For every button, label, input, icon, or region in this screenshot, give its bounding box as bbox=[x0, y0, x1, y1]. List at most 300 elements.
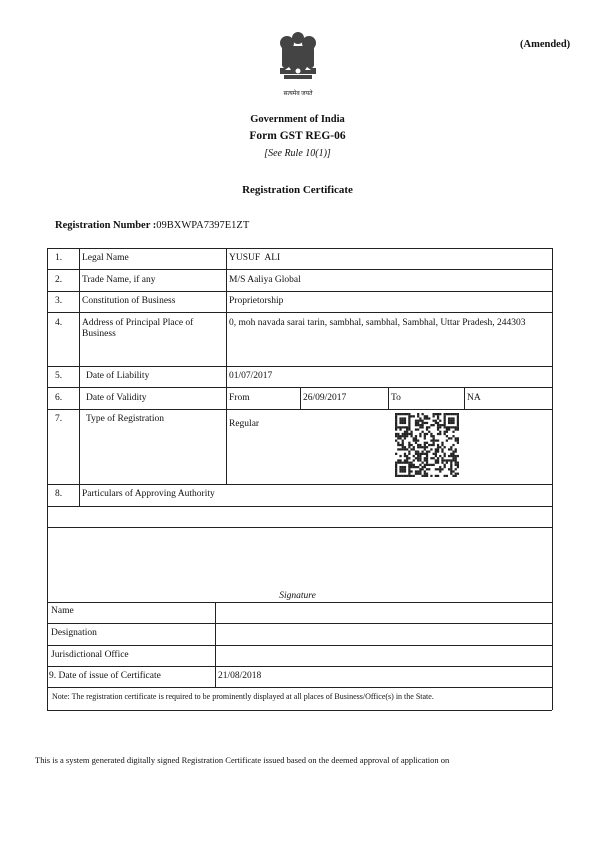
qr-module bbox=[455, 437, 457, 439]
qr-module bbox=[457, 464, 459, 466]
qr-module bbox=[424, 459, 426, 461]
qr-module bbox=[419, 470, 421, 472]
qr-module bbox=[426, 455, 428, 457]
qr-module bbox=[455, 459, 457, 461]
qr-module bbox=[448, 422, 450, 424]
qr-module bbox=[457, 439, 459, 441]
qr-module bbox=[424, 442, 426, 444]
qr-module bbox=[433, 457, 435, 459]
qr-module bbox=[437, 426, 439, 428]
qr-module bbox=[424, 453, 426, 455]
signature-label: Signature bbox=[279, 591, 316, 601]
row-4-number: 4. bbox=[55, 318, 63, 328]
address-value: 0, moh navada sarai tarin, sambhal, sambhal, Sambhal, Uttar Pradesh, 244303 bbox=[229, 318, 526, 328]
qr-module bbox=[415, 442, 417, 444]
qr-module bbox=[397, 448, 399, 450]
qr-module bbox=[430, 424, 432, 426]
qr-module bbox=[413, 475, 415, 477]
qr-module bbox=[435, 459, 437, 461]
qr-module bbox=[437, 457, 439, 459]
national-emblem-icon bbox=[272, 28, 324, 98]
qr-module bbox=[452, 422, 454, 424]
qr-module bbox=[457, 417, 459, 419]
qr-module bbox=[426, 417, 428, 419]
qr-module bbox=[450, 464, 452, 466]
qr-module bbox=[457, 455, 459, 457]
qr-module bbox=[446, 462, 448, 464]
qr-module bbox=[426, 468, 428, 470]
qr-module bbox=[415, 428, 417, 430]
qr-module bbox=[446, 475, 448, 477]
qr-module bbox=[410, 431, 412, 433]
qr-module bbox=[437, 428, 439, 430]
qr-module bbox=[415, 437, 417, 439]
qr-module bbox=[450, 446, 452, 448]
qr-module bbox=[437, 468, 439, 470]
qr-module bbox=[395, 422, 397, 424]
qr-module bbox=[404, 462, 406, 464]
qr-module bbox=[410, 415, 412, 417]
qr-module bbox=[424, 415, 426, 417]
qr-module bbox=[452, 475, 454, 477]
qr-module bbox=[406, 433, 408, 435]
qr-module bbox=[402, 446, 404, 448]
qr-module bbox=[457, 422, 459, 424]
qr-module bbox=[408, 475, 410, 477]
qr-module bbox=[408, 468, 410, 470]
qr-module bbox=[457, 442, 459, 444]
qr-module bbox=[419, 417, 421, 419]
qr-module bbox=[433, 464, 435, 466]
qr-module bbox=[413, 437, 415, 439]
qr-module bbox=[430, 457, 432, 459]
qr-module bbox=[402, 439, 404, 441]
qr-module bbox=[448, 459, 450, 461]
qr-module bbox=[402, 466, 404, 468]
qr-module bbox=[408, 470, 410, 472]
qr-module bbox=[402, 462, 404, 464]
qr-module bbox=[408, 415, 410, 417]
qr-module bbox=[399, 428, 401, 430]
qr-module bbox=[455, 439, 457, 441]
qr-module bbox=[397, 459, 399, 461]
qr-module bbox=[415, 473, 417, 475]
qr-module bbox=[399, 470, 401, 472]
qr-module bbox=[421, 426, 423, 428]
qr-module bbox=[441, 451, 443, 453]
registration-number-value: 09BXWPA7397E1ZT bbox=[156, 220, 250, 231]
qr-module bbox=[406, 413, 408, 415]
qr-module bbox=[457, 426, 459, 428]
qr-module bbox=[397, 433, 399, 435]
qr-module bbox=[450, 422, 452, 424]
qr-module bbox=[424, 473, 426, 475]
qr-module bbox=[428, 444, 430, 446]
qr-module bbox=[402, 417, 404, 419]
qr-module bbox=[395, 462, 397, 464]
qr-module bbox=[410, 444, 412, 446]
qr-module bbox=[406, 457, 408, 459]
qr-module bbox=[395, 470, 397, 472]
qr-module bbox=[402, 413, 404, 415]
qr-module bbox=[448, 437, 450, 439]
constitution-value: Proprietorship bbox=[229, 296, 284, 306]
qr-module bbox=[395, 420, 397, 422]
qr-module bbox=[437, 444, 439, 446]
qr-module bbox=[437, 424, 439, 426]
qr-module bbox=[417, 451, 419, 453]
qr-module bbox=[421, 446, 423, 448]
qr-module bbox=[415, 451, 417, 453]
qr-module bbox=[444, 459, 446, 461]
qr-module bbox=[417, 428, 419, 430]
qr-module bbox=[444, 413, 446, 415]
qr-module bbox=[435, 413, 437, 415]
row-3-number: 3. bbox=[55, 296, 63, 306]
qr-module bbox=[446, 428, 448, 430]
display-note: Note: The registration certificate is required to be prominently displayed at all places of Business/Office(s) in the State. bbox=[52, 692, 434, 701]
qr-module bbox=[395, 464, 397, 466]
validity-from-value: 26/09/2017 bbox=[303, 393, 347, 403]
qr-module bbox=[406, 431, 408, 433]
qr-module bbox=[437, 462, 439, 464]
qr-module bbox=[419, 455, 421, 457]
qr-module bbox=[413, 415, 415, 417]
qr-module bbox=[395, 433, 397, 435]
jurisdictional-office-label: Jurisdictional Office bbox=[51, 650, 129, 660]
qr-module bbox=[439, 413, 441, 415]
qr-module bbox=[408, 442, 410, 444]
qr-module bbox=[433, 444, 435, 446]
qr-module bbox=[399, 475, 401, 477]
qr-module bbox=[450, 470, 452, 472]
qr-module bbox=[444, 424, 446, 426]
qr-module bbox=[433, 415, 435, 417]
qr-module bbox=[446, 426, 448, 428]
qr-module bbox=[441, 424, 443, 426]
qr-module bbox=[441, 457, 443, 459]
qr-module bbox=[402, 468, 404, 470]
qr-module bbox=[408, 453, 410, 455]
qr-code-icon bbox=[395, 413, 459, 477]
qr-module bbox=[399, 422, 401, 424]
qr-module bbox=[415, 422, 417, 424]
qr-module bbox=[439, 433, 441, 435]
qr-module bbox=[408, 417, 410, 419]
qr-module bbox=[424, 475, 426, 477]
qr-module bbox=[404, 446, 406, 448]
qr-module bbox=[424, 470, 426, 472]
qr-module bbox=[406, 462, 408, 464]
qr-module bbox=[450, 417, 452, 419]
qr-module bbox=[424, 433, 426, 435]
qr-module bbox=[415, 466, 417, 468]
qr-module bbox=[413, 464, 415, 466]
qr-module bbox=[457, 424, 459, 426]
qr-module bbox=[444, 422, 446, 424]
qr-module bbox=[426, 475, 428, 477]
qr-module bbox=[437, 446, 439, 448]
qr-module bbox=[450, 453, 452, 455]
qr-module bbox=[426, 426, 428, 428]
qr-module bbox=[421, 468, 423, 470]
qr-module bbox=[408, 466, 410, 468]
qr-module bbox=[426, 462, 428, 464]
qr-module bbox=[439, 446, 441, 448]
qr-module bbox=[435, 453, 437, 455]
qr-module bbox=[433, 442, 435, 444]
qr-module bbox=[413, 446, 415, 448]
qr-module bbox=[419, 464, 421, 466]
qr-module bbox=[424, 437, 426, 439]
qr-module bbox=[444, 433, 446, 435]
qr-module bbox=[408, 446, 410, 448]
qr-module bbox=[406, 448, 408, 450]
qr-module bbox=[457, 420, 459, 422]
qr-module bbox=[417, 473, 419, 475]
qr-module bbox=[419, 424, 421, 426]
qr-module bbox=[421, 451, 423, 453]
qr-module bbox=[395, 417, 397, 419]
qr-module bbox=[402, 448, 404, 450]
qr-module bbox=[452, 451, 454, 453]
qr-module bbox=[419, 453, 421, 455]
qr-module bbox=[455, 428, 457, 430]
qr-module bbox=[410, 475, 412, 477]
qr-module bbox=[450, 413, 452, 415]
qr-module bbox=[395, 453, 397, 455]
qr-module bbox=[441, 442, 443, 444]
qr-module bbox=[399, 448, 401, 450]
qr-module bbox=[421, 420, 423, 422]
qr-module bbox=[457, 462, 459, 464]
amended-label: (Amended) bbox=[520, 39, 571, 50]
qr-module bbox=[452, 435, 454, 437]
qr-module bbox=[397, 435, 399, 437]
qr-module bbox=[399, 420, 401, 422]
qr-module bbox=[448, 428, 450, 430]
qr-module bbox=[452, 457, 454, 459]
qr-module bbox=[419, 473, 421, 475]
qr-module bbox=[450, 448, 452, 450]
qr-module bbox=[408, 462, 410, 464]
qr-module bbox=[404, 435, 406, 437]
qr-module bbox=[428, 431, 430, 433]
qr-module bbox=[446, 435, 448, 437]
qr-module bbox=[399, 417, 401, 419]
qr-module bbox=[455, 475, 457, 477]
qr-module bbox=[402, 433, 404, 435]
address-label: Address of Principal Place of Business bbox=[82, 318, 194, 339]
qr-module bbox=[457, 473, 459, 475]
qr-module bbox=[428, 468, 430, 470]
qr-module bbox=[426, 442, 428, 444]
qr-module bbox=[452, 431, 454, 433]
qr-module bbox=[444, 475, 446, 477]
qr-module bbox=[419, 433, 421, 435]
qr-module bbox=[457, 428, 459, 430]
qr-module bbox=[415, 435, 417, 437]
qr-module bbox=[404, 417, 406, 419]
qr-module bbox=[441, 448, 443, 450]
qr-module bbox=[408, 413, 410, 415]
qr-module bbox=[439, 426, 441, 428]
qr-module bbox=[435, 420, 437, 422]
qr-module bbox=[413, 455, 415, 457]
qr-module bbox=[426, 453, 428, 455]
qr-module bbox=[428, 464, 430, 466]
qr-module bbox=[410, 462, 412, 464]
qr-module bbox=[430, 475, 432, 477]
qr-module bbox=[417, 446, 419, 448]
qr-module bbox=[395, 415, 397, 417]
qr-module bbox=[448, 420, 450, 422]
qr-module bbox=[395, 473, 397, 475]
validity-from-label: From bbox=[229, 393, 250, 403]
qr-module bbox=[408, 451, 410, 453]
qr-module bbox=[421, 462, 423, 464]
qr-module bbox=[444, 466, 446, 468]
qr-module bbox=[402, 435, 404, 437]
qr-module bbox=[437, 415, 439, 417]
qr-module bbox=[435, 475, 437, 477]
qr-module bbox=[404, 413, 406, 415]
qr-module bbox=[395, 426, 397, 428]
row-6-number: 6. bbox=[55, 393, 63, 403]
qr-module bbox=[397, 475, 399, 477]
qr-module bbox=[410, 435, 412, 437]
qr-module bbox=[455, 451, 457, 453]
qr-module bbox=[433, 420, 435, 422]
qr-module bbox=[444, 453, 446, 455]
qr-module bbox=[452, 426, 454, 428]
qr-module bbox=[395, 475, 397, 477]
qr-module bbox=[450, 468, 452, 470]
qr-module bbox=[408, 428, 410, 430]
qr-module bbox=[424, 422, 426, 424]
qr-module bbox=[417, 459, 419, 461]
qr-module bbox=[397, 437, 399, 439]
qr-module bbox=[452, 417, 454, 419]
qr-module bbox=[415, 439, 417, 441]
qr-module bbox=[437, 439, 439, 441]
qr-module bbox=[395, 413, 397, 415]
qr-module bbox=[439, 424, 441, 426]
legal-name-value: YUSUF ALI bbox=[229, 253, 281, 263]
qr-module bbox=[421, 453, 423, 455]
issue-date-value: 21/08/2018 bbox=[218, 671, 262, 681]
qr-module bbox=[406, 475, 408, 477]
qr-module bbox=[404, 437, 406, 439]
qr-module bbox=[452, 455, 454, 457]
qr-module bbox=[448, 426, 450, 428]
qr-module bbox=[452, 453, 454, 455]
qr-module bbox=[402, 442, 404, 444]
qr-module bbox=[397, 462, 399, 464]
qr-module bbox=[419, 435, 421, 437]
qr-module bbox=[437, 451, 439, 453]
qr-module bbox=[457, 437, 459, 439]
qr-module bbox=[399, 459, 401, 461]
qr-module bbox=[395, 428, 397, 430]
qr-module bbox=[433, 413, 435, 415]
qr-module bbox=[452, 444, 454, 446]
qr-module bbox=[415, 457, 417, 459]
qr-module bbox=[413, 439, 415, 441]
qr-module bbox=[397, 444, 399, 446]
qr-module bbox=[435, 451, 437, 453]
qr-module bbox=[419, 457, 421, 459]
qr-module bbox=[439, 470, 441, 472]
qr-module bbox=[410, 466, 412, 468]
qr-module bbox=[437, 448, 439, 450]
qr-module bbox=[455, 457, 457, 459]
qr-module bbox=[446, 413, 448, 415]
qr-module bbox=[399, 435, 401, 437]
registration-type-value: Regular bbox=[229, 419, 260, 429]
qr-module bbox=[450, 420, 452, 422]
validity-to-value: NA bbox=[467, 393, 481, 403]
qr-module bbox=[426, 415, 428, 417]
qr-module bbox=[446, 431, 448, 433]
form-title: Form GST REG-06 bbox=[249, 130, 346, 142]
qr-module bbox=[437, 413, 439, 415]
qr-module bbox=[426, 473, 428, 475]
qr-module bbox=[428, 426, 430, 428]
qr-module bbox=[406, 426, 408, 428]
qr-module bbox=[444, 446, 446, 448]
qr-module bbox=[426, 446, 428, 448]
qr-module bbox=[452, 420, 454, 422]
qr-module bbox=[404, 475, 406, 477]
qr-module bbox=[441, 468, 443, 470]
qr-module bbox=[399, 444, 401, 446]
qr-module bbox=[395, 424, 397, 426]
qr-module bbox=[408, 426, 410, 428]
qr-module bbox=[408, 422, 410, 424]
qr-module bbox=[417, 455, 419, 457]
qr-module bbox=[450, 437, 452, 439]
legal-name-label: Legal Name bbox=[82, 253, 129, 263]
qr-module bbox=[415, 470, 417, 472]
qr-module bbox=[408, 424, 410, 426]
qr-module bbox=[441, 462, 443, 464]
qr-module bbox=[406, 459, 408, 461]
qr-module bbox=[395, 468, 397, 470]
qr-module bbox=[444, 431, 446, 433]
qr-module bbox=[435, 422, 437, 424]
qr-module bbox=[408, 444, 410, 446]
qr-module bbox=[444, 417, 446, 419]
qr-module bbox=[452, 470, 454, 472]
qr-module bbox=[435, 439, 437, 441]
qr-module bbox=[421, 413, 423, 415]
liability-value: 01/07/2017 bbox=[229, 371, 273, 381]
qr-module bbox=[399, 455, 401, 457]
qr-module bbox=[419, 468, 421, 470]
qr-module bbox=[439, 431, 441, 433]
qr-module bbox=[406, 428, 408, 430]
qr-module bbox=[450, 426, 452, 428]
qr-module bbox=[439, 466, 441, 468]
trade-name-label: Trade Name, if any bbox=[82, 275, 156, 285]
qr-module bbox=[421, 431, 423, 433]
rule-reference: [See Rule 10(1)] bbox=[264, 148, 331, 159]
qr-module bbox=[419, 459, 421, 461]
qr-module bbox=[424, 435, 426, 437]
qr-module bbox=[433, 439, 435, 441]
qr-module bbox=[446, 439, 448, 441]
